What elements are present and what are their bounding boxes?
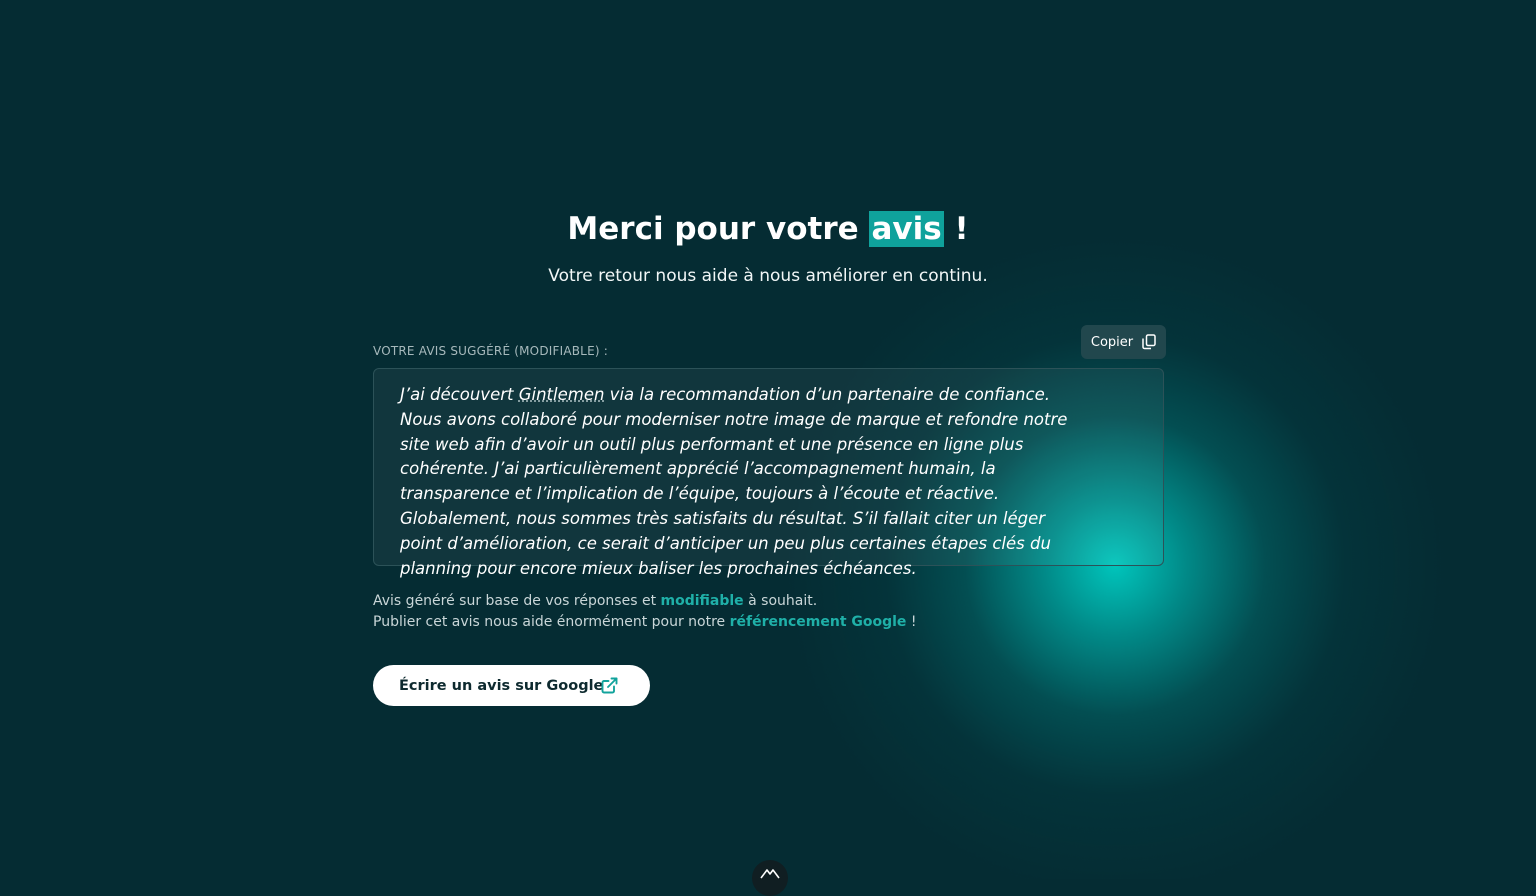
page-title-highlight: avis <box>871 211 942 247</box>
page-title-suffix: ! <box>943 211 969 247</box>
helper-line-1-accent: modifiable <box>660 593 744 609</box>
helper-line-2-accent: référencement Google <box>729 614 907 630</box>
helper-line-2-before: Publier cet avis nous aide énormément pour notre <box>373 614 730 630</box>
review-textarea[interactable] <box>373 368 1164 578</box>
page-title <box>0 206 1536 252</box>
copy-icon <box>1142 334 1156 350</box>
page-subtitle: Votre retour nous aide à nous améliorer en continu. <box>548 266 988 286</box>
write-google-review-button[interactable] <box>373 665 650 706</box>
review-text <box>400 383 1080 581</box>
helper-line-2-after: ! <box>906 614 917 630</box>
helper-line-2 <box>373 612 917 633</box>
external-link-icon <box>600 676 619 699</box>
review-text-brand: Gintlemen <box>518 385 605 404</box>
helper-text <box>373 591 917 633</box>
review-text-rest: via la recommandation d’un partenaire de confiance. Nous avons collaboré pour moderniser notre image de marque et refondre notre site web afin d’avoir un outil plus performant et une présence en ligne plus cohérente. J’ai particulièrement apprécié l’accompagnement humain, la transparence et l’implication de l’équipe, toujours à l’écoute et réactive. Globalement, nous sommes très satisfaits du résultat. S’il fallait citer un léger point d’amélioration, ce serait d’anticiper un peu plus certaines étapes clés du planning pour encore mieux baliser les prochaines échéances. <box>400 385 1068 578</box>
helper-line-1 <box>373 591 917 612</box>
copy-button-label: Copier <box>1090 334 1134 350</box>
review-text-start: J’ai découvert <box>400 385 519 404</box>
helper-line-1-after: à souhait. <box>743 593 818 609</box>
helper-line-1-before: Avis généré sur base de vos réponses et <box>373 593 661 609</box>
page-title-prefix: Merci pour votre <box>567 211 870 247</box>
brand-logo-icon <box>752 860 788 896</box>
review-label: VOTRE AVIS SUGGÉRÉ (MODIFIABLE) : <box>373 344 608 358</box>
write-google-review-label: Écrire un avis sur Google <box>399 677 604 694</box>
copy-button[interactable] <box>1081 325 1166 359</box>
